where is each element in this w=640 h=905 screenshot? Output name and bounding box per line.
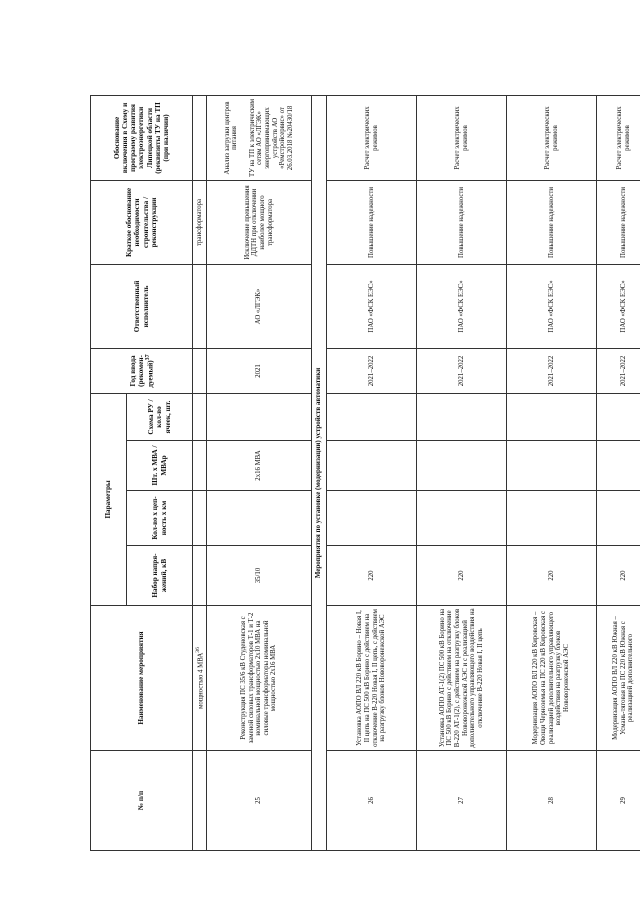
table-row — [417, 95, 507, 850]
continuation-row — [193, 95, 207, 850]
row-rationale: Повышение надежности — [417, 180, 507, 264]
row-chains — [417, 491, 507, 546]
row-year: 2021 — [207, 348, 312, 393]
table-row — [507, 95, 597, 850]
row-num: 27 — [417, 751, 507, 851]
row-basis-analysis: Анализ загрузки центров питания — [223, 101, 239, 175]
table-row — [207, 95, 312, 850]
row-basis: Расчет электрических режимов — [597, 95, 640, 180]
measures-table — [90, 95, 640, 851]
header-year — [91, 348, 193, 393]
row-rationale: Повышение надежности — [327, 180, 417, 264]
rotated-table-wrapper — [90, 96, 635, 851]
row-voltage: 220 — [597, 546, 640, 606]
row-name: Модернизация АОПО ВЛ 220 кВ Кировская – Овощи Черноземья на ПС 220 кВ Кировская с реализацией дополнительного управляющего воздействия на разгрузку блоков Нововоронежской АЭС — [507, 606, 597, 751]
header-year-text: Год ввода (рекомен-дуемый) — [128, 355, 155, 388]
cont-num — [193, 751, 207, 851]
cont-name-text: мощностью 4 МВА — [196, 652, 204, 709]
row-power — [417, 441, 507, 491]
cont-basis — [193, 95, 207, 180]
cont-name-footnote: 36 — [194, 647, 201, 653]
header-chains: Кол-во х цеп-ность х км — [127, 491, 193, 546]
row-basis: Расчет электрических режимов — [507, 95, 597, 180]
row-responsible: ПАО «ФСК ЕЭС» — [327, 264, 417, 348]
cont-chains — [193, 491, 207, 546]
row-chains — [327, 491, 417, 546]
row-voltage: 220 — [327, 546, 417, 606]
row-ru — [597, 393, 640, 440]
row-ru — [417, 393, 507, 440]
cont-year — [193, 348, 207, 393]
row-responsible: АО «ЛГЭК» — [207, 264, 312, 348]
row-ru — [327, 393, 417, 440]
cont-voltage — [193, 546, 207, 606]
row-chains — [597, 491, 640, 546]
row-basis: Расчет электрических режимов — [327, 95, 417, 180]
header-voltage: Набор напря-жений, кВ — [127, 546, 193, 606]
cont-ru — [193, 393, 207, 440]
header-year-footnote: 37 — [144, 354, 151, 361]
row-ru — [207, 393, 312, 440]
row-year: 2021–2022 — [507, 348, 597, 393]
row-num: 28 — [507, 751, 597, 851]
row-name: Реконструкция ПС 35/6 кВ Студеновская с заменой силовых трансформаторов Т-1 и Т-2 номинальной мощностью 2х10 МВА на силовые трансформаторы номинальной мощностью 2х16 МВА — [207, 606, 312, 751]
row-responsible: ПАО «ФСК ЕЭС» — [507, 264, 597, 348]
row-responsible: ПАО «ФСК ЕЭС» — [417, 264, 507, 348]
row-num: 29 — [597, 751, 640, 851]
cont-responsible — [193, 264, 207, 348]
row-basis — [207, 95, 312, 180]
row-chains — [207, 491, 312, 546]
row-rationale: Повышение надежности — [507, 180, 597, 264]
cont-name — [193, 606, 207, 751]
header-name: Наименование мероприятия — [91, 606, 193, 751]
row-power — [327, 441, 417, 491]
header-basis: Обоснование включения в Схему и программу развития электроэнергетики Липецкой области (реквизиты ТУ на ТП (при наличии) — [91, 95, 193, 180]
row-num: 25 — [207, 751, 312, 851]
row-basis-tu: ТУ на ТП к электрическим сетям АО «ЛГЭК» энергопринимающих устройств АО «Ремстройсервис» от 26.03.2018 №20430/18 — [248, 98, 294, 178]
header-row-1 — [91, 95, 127, 850]
row-name: Установка АОПО АТ-1(2) ПС 500 кВ Борино на ПС 500 кВ Борино с действием на отключение В-220 АТ-1(2), с действием на разгрузку блоков Нововоронежской АЭС и с реализацией дополнительного управляющего воздействия на отключение В-220 Новая I, II цепь — [417, 606, 507, 751]
header-rationale: Краткое обоснование необходимости строительства / реконструкции — [91, 180, 193, 264]
row-year: 2021–2022 — [417, 348, 507, 393]
header-num: № п/п — [91, 751, 193, 851]
row-power — [597, 441, 640, 491]
row-name: Установка АОПО ВЛ 220 кВ Борино – Новая I, II цепь на ПС 500 кВ Борино с действием на отключение В-220 Новая I, II цепь, с действием на разгрузку блоков Нововоронежской АЭС — [327, 606, 417, 751]
row-rationale: Исключение превышения ДДТН при отключении наиболее мощного трансформатора — [207, 180, 312, 264]
header-power: Шт. х МВА / МВАр — [127, 441, 193, 491]
row-ru — [507, 393, 597, 440]
row-responsible: ПАО «ФСК ЕЭС» — [597, 264, 640, 348]
row-chains — [507, 491, 597, 546]
cont-power — [193, 441, 207, 491]
row-year: 2021–2022 — [597, 348, 640, 393]
row-power — [507, 441, 597, 491]
row-voltage: 35/10 — [207, 546, 312, 606]
row-power: 2х16 МВА — [207, 441, 312, 491]
cont-rationale: трансформатора — [193, 180, 207, 264]
row-voltage: 220 — [417, 546, 507, 606]
header-parameters: Параметры — [91, 393, 127, 605]
row-num: 26 — [327, 751, 417, 851]
section-row — [312, 95, 327, 850]
table-row — [327, 95, 417, 850]
header-responsible: Ответственный исполнитель — [91, 264, 193, 348]
row-year: 2021–2022 — [327, 348, 417, 393]
row-rationale: Повышение надежности — [597, 180, 640, 264]
row-voltage: 220 — [507, 546, 597, 606]
row-basis: Расчет электрических режимов — [417, 95, 507, 180]
row-name: Модернизация АОПО ВЛ 220 кВ Южная – Усмань-тяговая на ПС 220 кВ Южная с реализацией дополнительного — [597, 606, 640, 751]
table-row — [597, 95, 640, 850]
section-title: Мероприятия по установке (модернизации) устройств автоматики — [312, 95, 327, 850]
header-ru-scheme: Схема РУ / кол-во ячеек, шт. — [127, 393, 193, 440]
